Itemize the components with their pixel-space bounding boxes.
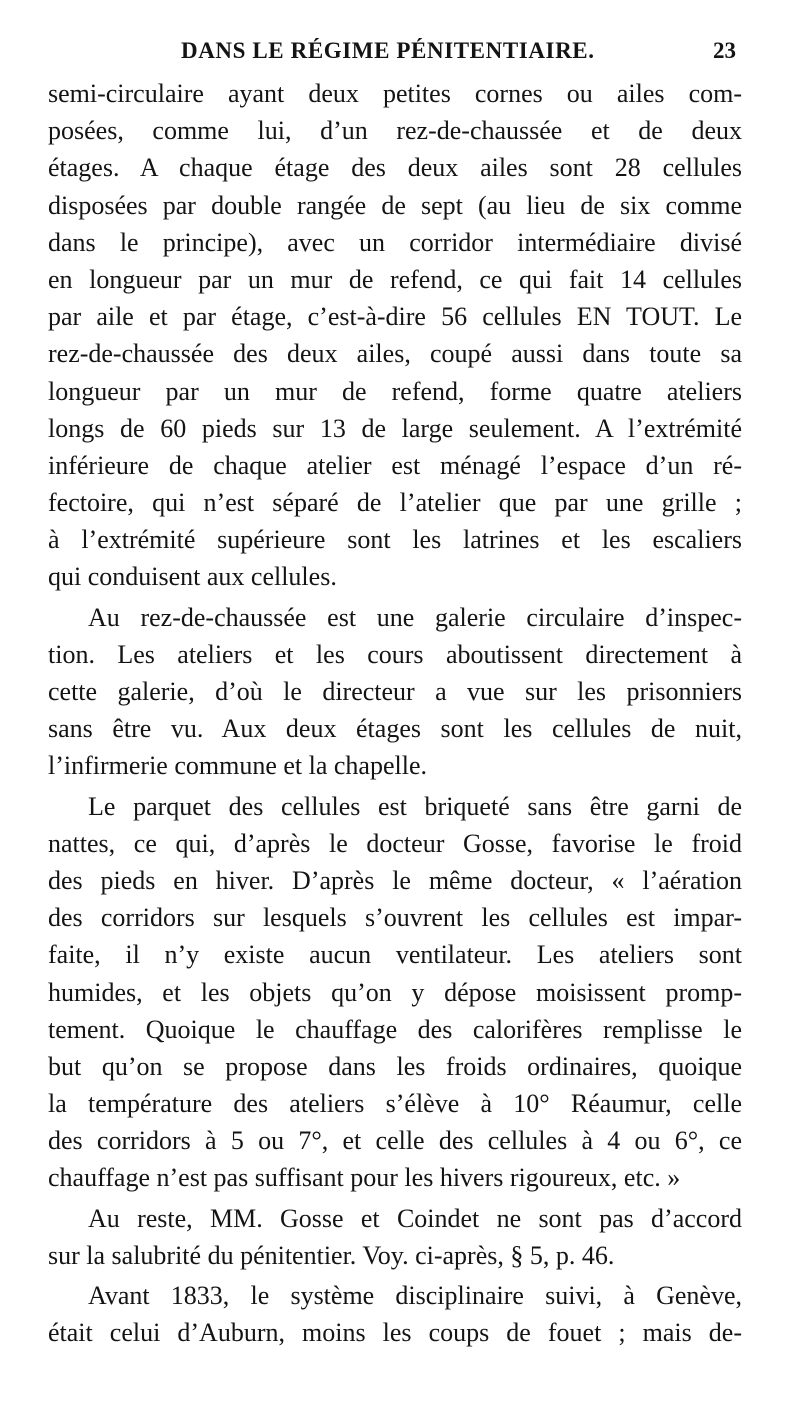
text-line: longs de 60 pieds sur 13 de large seulement. A l’extrémité [48,413,742,443]
text-line: nattes, ce qui, d’après le docteur Gosse, favorise le froid [48,828,742,858]
text-line: inférieure de chaque atelier est ménagé l’espace d’un ré- [48,450,742,480]
paragraph [48,1200,742,1274]
page-header [48,38,742,78]
text-line: semi-circulaire ayant deux petites cornes ou ailes com- [48,79,742,108]
text-line: en longueur par un mur de refend, ce qui fait 14 cellules [48,264,742,294]
text-line: chauffage n’est pas suffisant pour les hivers rigoureux, etc. » [48,1163,681,1193]
body-text [48,75,742,1351]
text-line: rez-de-chaussée des deux ailes, coupé aussi dans toute sa [48,339,742,369]
text-line: Avant 1833, le système disciplinaire suivi, à Genève, [88,1281,742,1310]
text-line: des pieds en hiver. D’après le même docteur, « l’aération [48,865,742,895]
text-line: but qu’on se propose dans les froids ordinaires, quoique [48,1051,742,1081]
text-line: à l’extrémité supérieure sont les latrines et les escaliers [48,525,742,555]
text-line: des corridors sur lesquels s’ouvrent les cellules est impar- [48,903,742,933]
text-line: qui conduisent aux cellules. [48,562,337,592]
text-line: longueur par un mur de refend, forme quatre ateliers [48,376,742,406]
text-line: Au reste, MM. Gosse et Coindet ne sont pas d’accord [88,1203,742,1233]
text-line: des corridors à 5 ou 7°, et celle des cellules à 4 ou 6°, ce [48,1126,742,1156]
text-line: dans le principe), avec un corridor intermédiaire divisé [48,227,742,257]
text-line: faite, il n’y existe aucun ventilateur. Les ateliers sont [48,940,742,970]
paragraph [48,75,742,596]
text-line: cette galerie, d’où le directeur a vue sur les prisonniers [48,677,742,706]
text-line: par aile et par étage, c’est-à-dire 56 cellules EN TOUT. Le [48,302,742,332]
text-line: la température des ateliers s’élève à 10° Réaumur, celle [48,1089,742,1119]
text-line: l’infirmerie commune et la chapelle. [48,751,427,781]
text-line: tement. Quoique le chauffage des calorifères remplisse le [48,1014,742,1044]
text-line: fectoire, qui n’est séparé de l’atelier que par une grille ; [48,488,742,518]
paragraph [48,1277,742,1351]
text-line: posées, comme lui, d’un rez-de-chaussée et de deux [48,116,742,146]
text-line: était celui d’Auburn, moins les coups de fouet ; mais de- [48,1318,742,1348]
text-line: sans être vu. Aux deux étages sont les cellules de nuit, [48,714,742,744]
text-line: Le parquet des cellules est briqueté sans être garni de [88,791,742,821]
text-line: humides, et les objets qu’on y dépose moisissent promp- [48,977,742,1007]
running-title: DANS LE RÉGIME PÉNITENTIAIRE. [181,38,595,63]
text-line: sur la salubrité du pénitentier. Voy. ci-après, § 5, p. 46. [48,1240,615,1270]
text-line: disposées par double rangée de sept (au lieu de six comme [48,190,742,220]
text-line: étages. A chaque étage des deux ailes sont 28 cellules [48,153,742,183]
paragraph [48,788,742,1197]
text-line: Au rez-de-chaussée est une galerie circulaire d’inspec- [88,602,742,632]
page-number: 23 [713,38,736,63]
text-line: tion. Les ateliers et les cours aboutissent directement à [48,639,742,669]
paragraph [48,599,742,785]
